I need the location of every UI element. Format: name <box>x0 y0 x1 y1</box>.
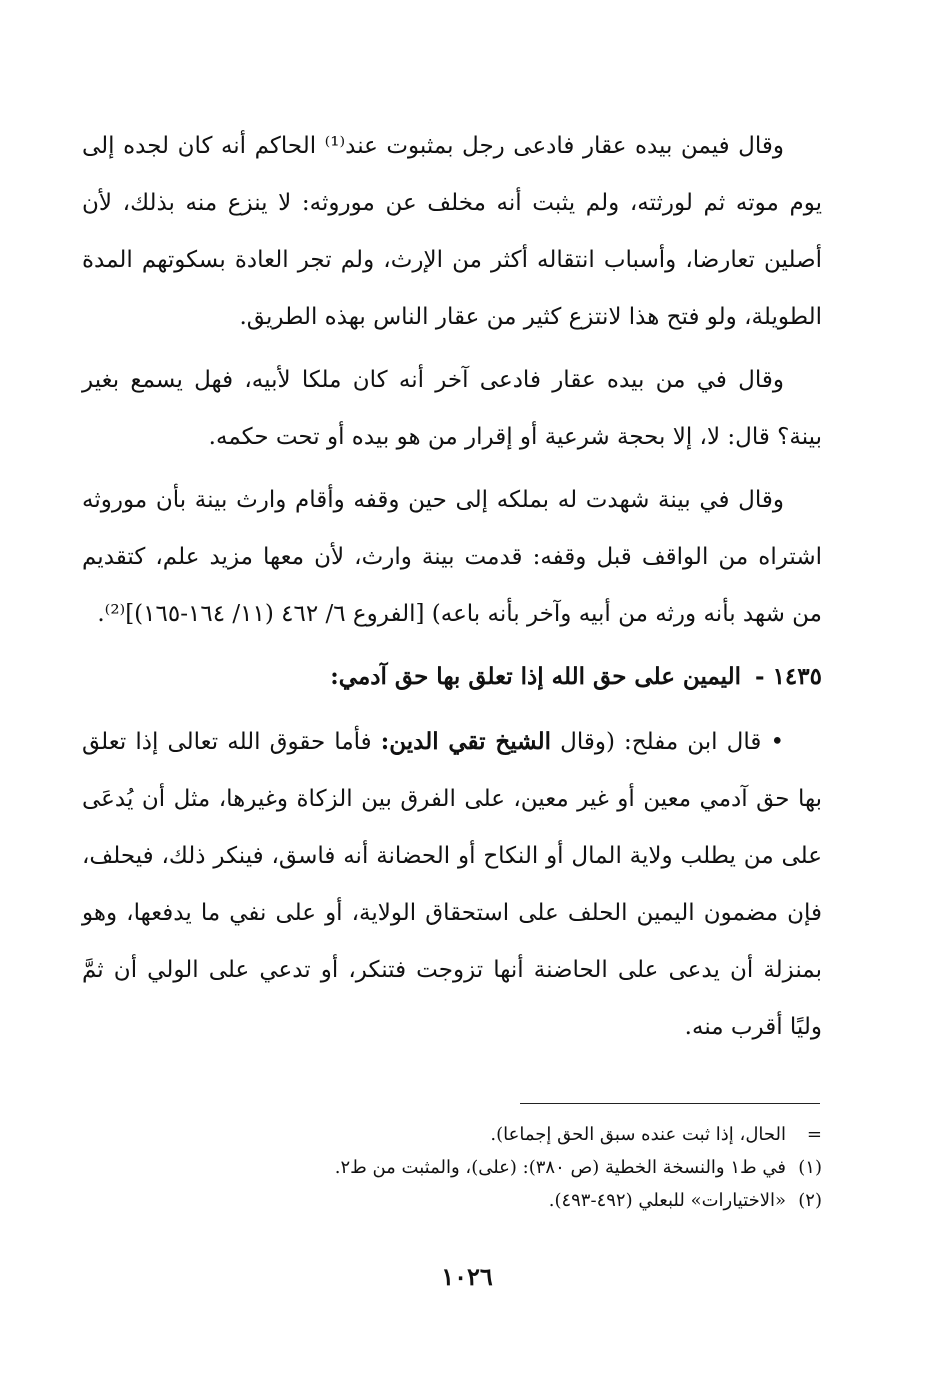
footnote-text: في ط١ والنسخة الخطية (ص ٣٨٠): (على)، والمثبت من ط٢. <box>334 1157 786 1178</box>
paragraph-4-bold: الشيخ تقي الدين: <box>380 728 552 755</box>
footnote-text: «الاختيارات» للبعلي (٤٩٢-٤٩٣). <box>548 1190 786 1211</box>
footnote-2 <box>82 1184 822 1217</box>
footnote-mark: = <box>806 1124 822 1145</box>
footnote-continued <box>82 1118 822 1151</box>
paragraph-3: وقال في بينة شهدت له بملكه إلى حين وقفه وأقام وارث بينة بأن موروثه اشتراه من الواقف قبل وقفه: قدمت بينة وارث، لأن معها مزيد علم، كتقديم من شهد بأنه ورثه من أبيه وآخر بأنه باعه) [الفروع ٦/ ٤٦٢ (١١/ ١٦٤-١٦٥)]⁽²⁾. <box>82 487 822 627</box>
bullet-icon: • <box>770 729 785 755</box>
paragraph-4-lead: قال ابن مفلح: (وقال <box>560 729 762 755</box>
footnotes <box>82 1118 822 1217</box>
page-body <box>82 118 822 1062</box>
footnote-1 <box>82 1151 822 1184</box>
section-title: اليمين على حق الله إذا تعلق بها حق آدمي: <box>330 663 742 690</box>
footnote-mark: (٢) <box>798 1190 822 1211</box>
paragraph-1: وقال فيمن بيده عقار فادعى رجل بمثبوت عند⁽¹⁾ الحاكم أنه كان لجده إلى يوم موته ثم لورثته، ولم يثبت أنه مخلف عن موروثه: لا ينزع منه بذلك، لأن أصلين تعارضا، وأسباب انتقاله أكثر من الإرث، ولم تجر العادة بسكوتهم المدة الطويلة، ولو فتح هذا لانتزع كثير من عقار الناس بهذه الطريق. <box>82 133 822 330</box>
footnote-text: الحال، إذا ثبت عنده سبق الحق إجماعا). <box>490 1124 786 1145</box>
section-heading <box>82 649 822 705</box>
paragraph-4 <box>82 713 822 1056</box>
page-number: ١٠٢٦ <box>441 1262 493 1291</box>
footnote-mark: (١) <box>798 1157 822 1178</box>
paragraph-4-rest: فأما حقوق الله تعالى إذا تعلق بها حق آدمي معين أو غير معين، على الفرق بين الزكاة وغيرها، مثل أن يُدعَى على من يطلب ولاية المال أو النكاح أو الحضانة أنه فاسق، فينكر ذلك، فيحلف، فإن مضمون اليمين الحلف على استحقاق الولاية، أو على نفي ما يدفعها، وهو بمنزلة أن يدعى على الحاضنة أنها تزوجت فتنكر، أو تدعي على الولي أن ثمَّ وليًا أقرب منه. <box>82 729 822 1040</box>
paragraph-2: وقال في من بيده عقار فادعى آخر أنه كان ملكا لأبيه، فهل يسمع بغير بينة؟ قال: لا، إلا بحجة شرعية أو إقرار من هو بيده أو تحت حكمه. <box>82 367 822 450</box>
section-number: ١٤٣٥ - <box>755 663 822 690</box>
footnote-separator <box>520 1103 820 1104</box>
